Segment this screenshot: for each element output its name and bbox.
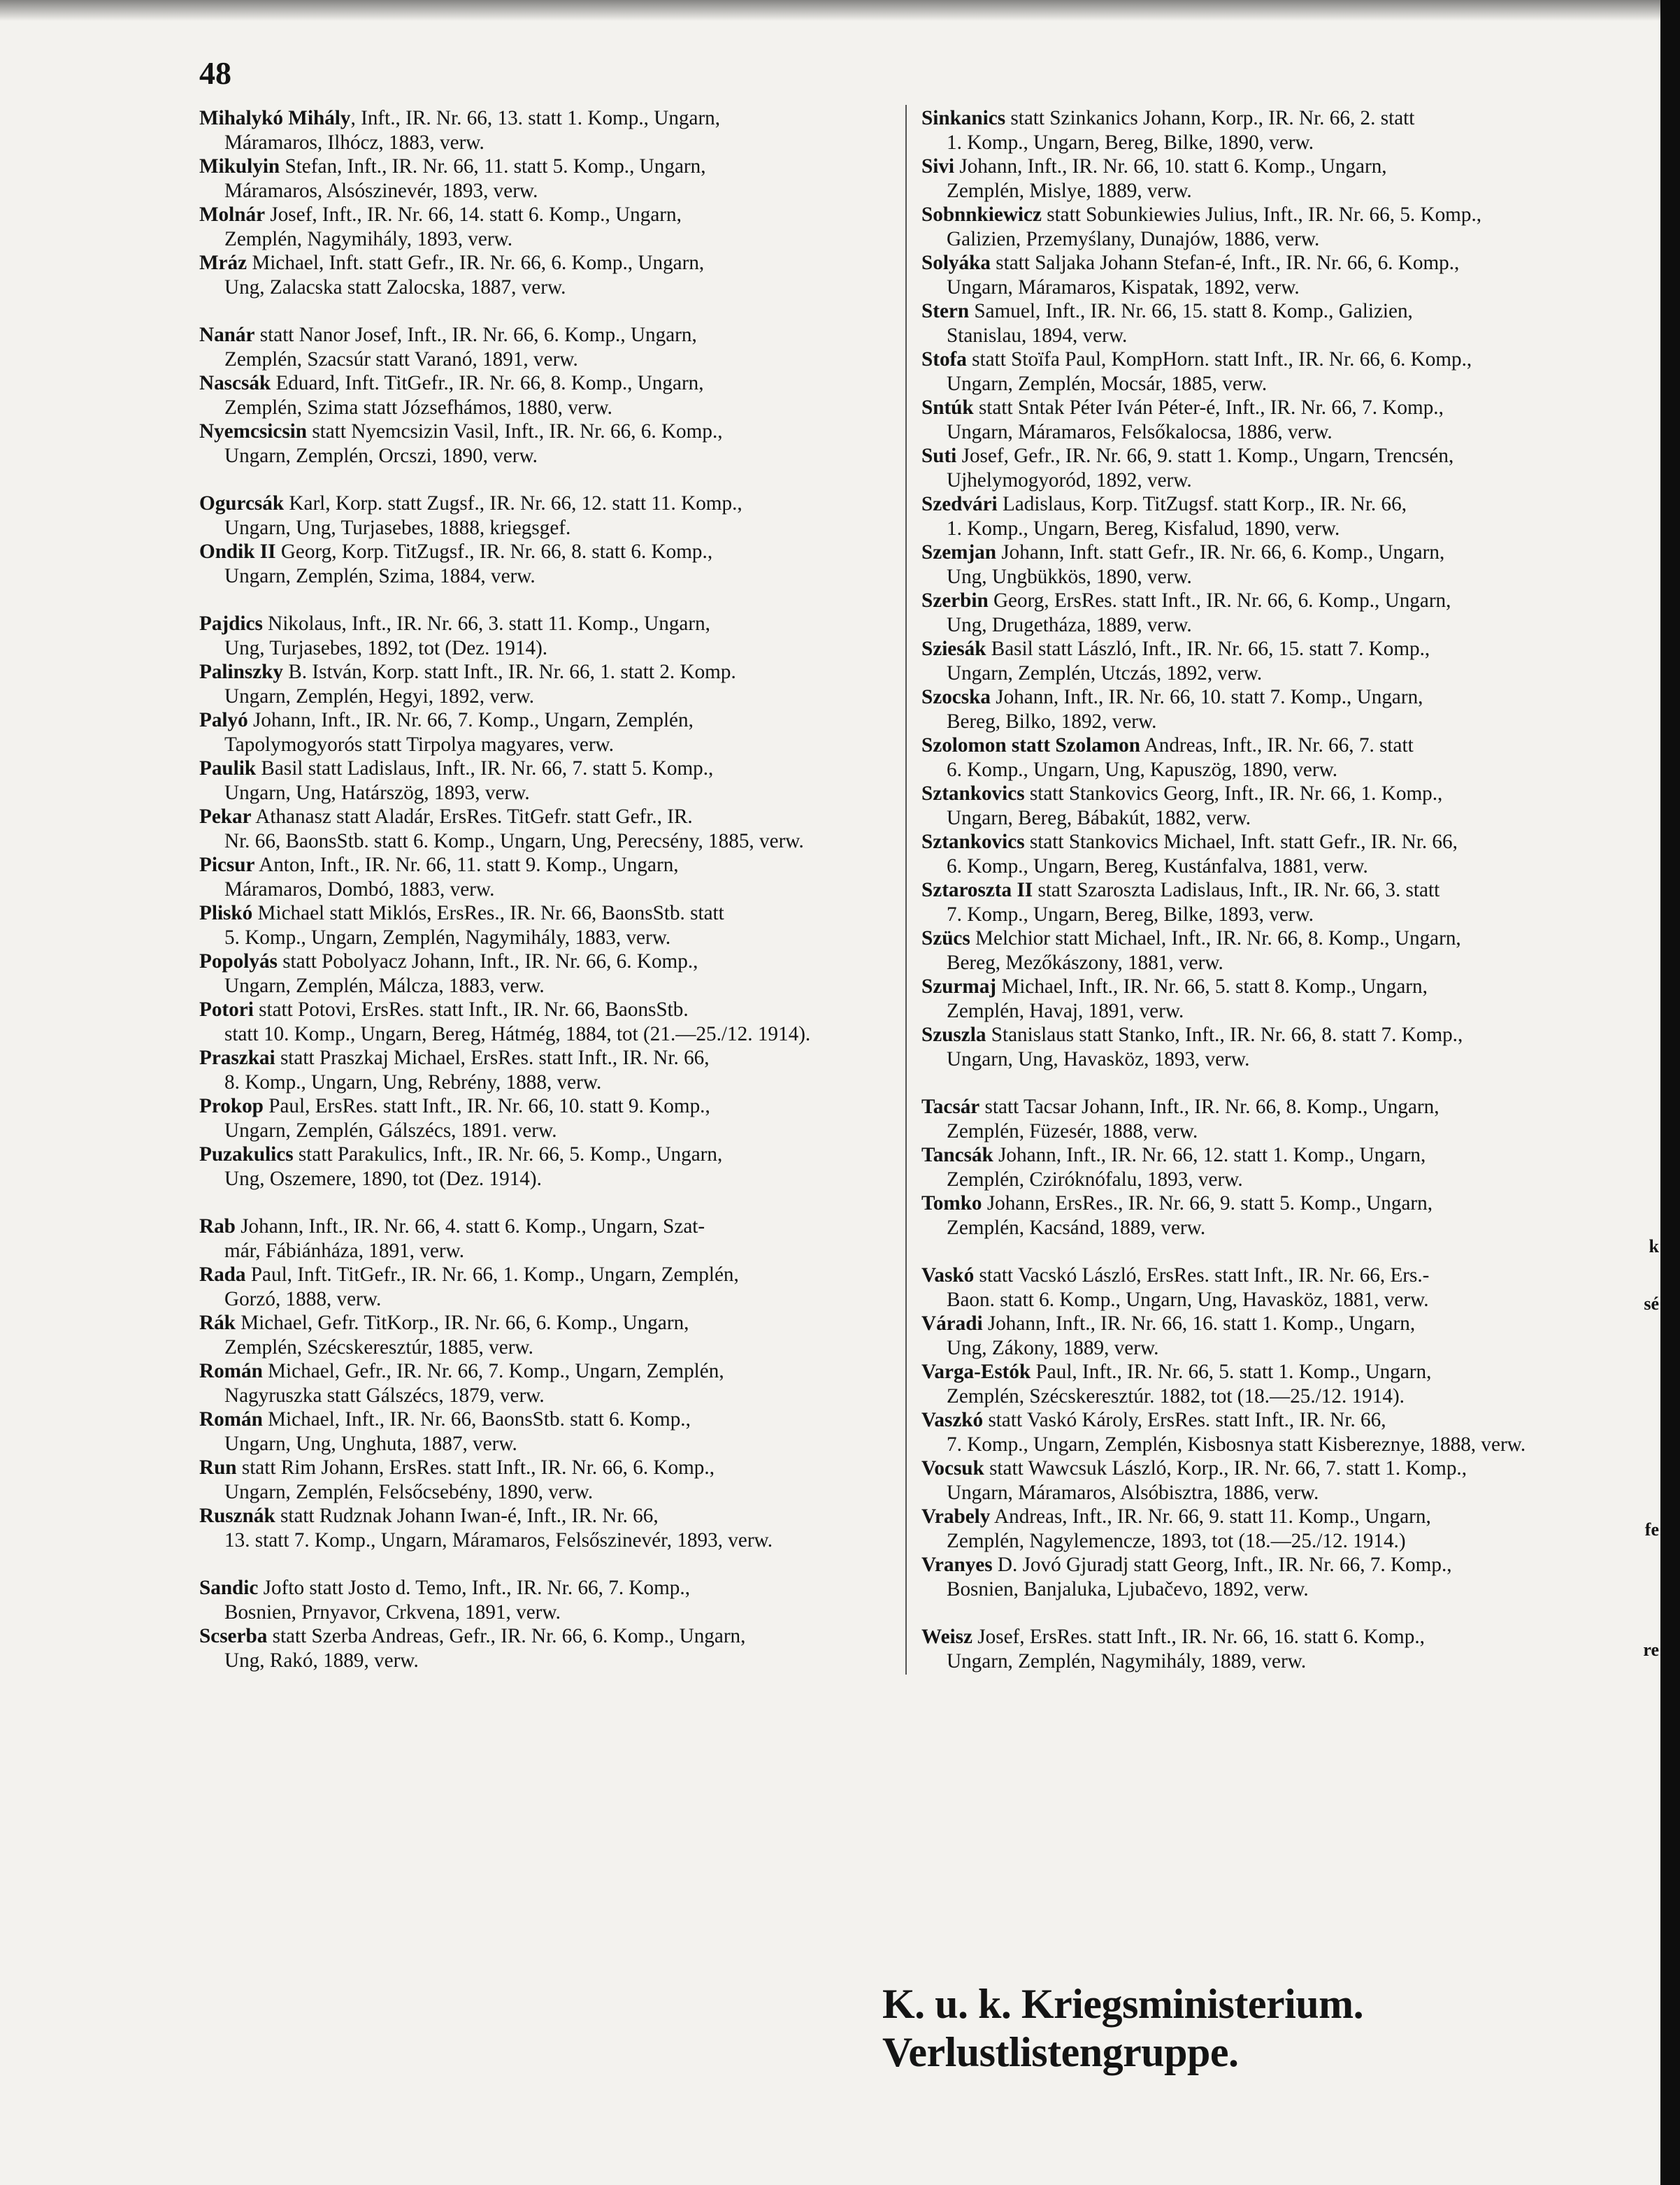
entry-details: statt Pobolyacz Johann, Inft., IR. Nr. 66, 6. Komp.,: [277, 950, 698, 973]
casualty-entry: [921, 685, 1600, 733]
scan-shadow-top: [0, 0, 1680, 21]
entry-surname: Sztankovics: [921, 782, 1025, 805]
casualty-entry: [199, 540, 877, 588]
entry-details: Johann, Inft., IR. Nr. 66, 16. statt 1. Komp., Ungarn,: [982, 1312, 1416, 1335]
casualty-entry: [199, 612, 877, 660]
entry-details: statt Nanor Josef, Inft., IR. Nr. 66, 6. Komp., Ungarn,: [254, 324, 697, 346]
entry-surname: Tancsák: [921, 1144, 993, 1166]
entry-location: Ungarn, Ung, Havasköz, 1893, verw.: [947, 1047, 1250, 1070]
entry-details: Eduard, Inft. TitGefr., IR. Nr. 66, 8. Komp., Ungarn,: [271, 372, 704, 394]
casualty-entry: [921, 396, 1600, 444]
entry-details: statt Rim Johann, ErsRes. statt Inft., IR. Nr. 66, 6. Komp.,: [236, 1456, 715, 1479]
entry-surname: Pajdics: [199, 612, 263, 635]
entry-location: Ung, Turjasebes, 1892, tot (Dez. 1914).: [224, 636, 548, 659]
entry-details: statt Wawcsuk László, Korp., IR. Nr. 66, 7. statt 1. Komp.,: [984, 1457, 1467, 1480]
casualty-entry: [199, 1142, 877, 1191]
casualty-entry: [921, 1456, 1600, 1505]
entry-location: Ung, Drugetháza, 1889, verw.: [947, 613, 1192, 636]
entry-surname: Vrabely: [921, 1505, 991, 1528]
entry-surname: Weisz: [921, 1626, 972, 1648]
entry-surname: Rák: [199, 1312, 236, 1334]
entry-surname: Rusznák: [199, 1505, 275, 1527]
entry-location: Tapolymogyorós statt Tirpolya magyares, verw.: [224, 733, 615, 756]
entry-details: statt Sntak Péter Iván Péter-é, Inft., IR. Nr. 66, 7. Komp.,: [973, 396, 1444, 419]
entry-details: Andreas, Inft., IR. Nr. 66, 7. statt: [1140, 734, 1414, 757]
entry-location: 5. Komp., Ungarn, Zemplén, Nagymihály, 1883, verw.: [224, 926, 671, 949]
entry-details: Johann, Inft., IR. Nr. 66, 10. statt 6. Komp., Ungarn,: [954, 155, 1387, 178]
entry-details: statt Parakulics, Inft., IR. Nr. 66, 5. Komp., Ungarn,: [293, 1143, 723, 1166]
casualty-entry: [199, 1046, 877, 1094]
entry-details: Stefan, Inft., IR. Nr. 66, 11. statt 5. Komp., Ungarn,: [280, 155, 706, 178]
casualty-entry: [199, 106, 877, 155]
scan-edge-right: [1660, 0, 1680, 2185]
entry-details: Athanasz statt Aladár, ErsRes. TitGefr. statt Gefr., IR.: [251, 805, 693, 828]
entry-surname: Nyemcsicsin: [199, 420, 308, 443]
entry-location: Ungarn, Ung, Határszög, 1893, verw.: [224, 781, 530, 804]
entry-details: statt Saljaka Johann Stefan-é, Inft., IR. Nr. 66, 6. Komp.,: [990, 252, 1460, 274]
entry-location: Bosnien, Banjaluka, Ljubačevo, 1892, verw.: [947, 1577, 1309, 1600]
entry-surname: Szocska: [921, 686, 991, 708]
entry-location: 1. Komp., Ungarn, Bereg, Bilke, 1890, verw.: [947, 131, 1314, 154]
entry-location: 13. statt 7. Komp., Ungarn, Máramaros, Felsőszinevér, 1893, verw.: [224, 1528, 773, 1552]
casualty-entry: [199, 371, 877, 420]
casualty-entry: [921, 155, 1600, 203]
entry-location: Zemplén, Szécskeresztúr, 1885, verw.: [224, 1335, 533, 1359]
entry-details: Anton, Inft., IR. Nr. 66, 11. statt 9. Komp., Ungarn,: [254, 854, 679, 876]
entry-surname: Sandic: [199, 1577, 259, 1599]
entry-surname: Vaszkó: [921, 1409, 984, 1431]
casualty-entry: [921, 1408, 1600, 1456]
entry-details: statt Stoïfa Paul, KompHorn. statt Inft., IR. Nr. 66, 6. Komp.,: [966, 348, 1472, 371]
casualty-entry: [199, 1576, 877, 1624]
entry-location: már, Fábiánháza, 1891, verw.: [224, 1239, 465, 1262]
entry-details: D. Jovó Gjuradj statt Georg, Inft., IR. Nr. 66, 7. Komp.,: [992, 1554, 1452, 1576]
entry-details: Paul, Inft., IR. Nr. 66, 5. statt 1. Komp., Ungarn,: [1031, 1361, 1432, 1383]
entry-details: Johann, Inft., IR. Nr. 66, 4. statt 6. Komp., Ungarn, Szat-: [235, 1215, 705, 1238]
casualty-entry: [921, 733, 1600, 782]
casualty-entry: [921, 637, 1600, 685]
entry-details: statt Sobunkiewies Julius, Inft., IR. Nr. 66, 5. Komp.,: [1041, 203, 1482, 226]
entry-surname: Sztaroszta II: [921, 879, 1033, 901]
casualty-entry: [199, 420, 877, 468]
entry-details: statt Szinkanics Johann, Korp., IR. Nr. 66, 2. statt: [1005, 107, 1415, 129]
entry-details: statt Rudznak Johann Iwan-é, Inft., IR. Nr. 66,: [275, 1505, 659, 1527]
entry-surname: Szemjan: [921, 541, 997, 564]
casualty-entry: [921, 1143, 1600, 1191]
entry-location: 7. Komp., Ungarn, Bereg, Bilke, 1893, verw.: [947, 903, 1314, 926]
entry-location: Nr. 66, BaonsStb. statt 6. Komp., Ungarn, Ung, Perecsény, 1885, verw.: [224, 829, 804, 852]
entry-location: Ungarn, Máramaros, Alsóbisztra, 1886, verw.: [947, 1481, 1319, 1504]
casualty-entry: [199, 998, 877, 1046]
entry-surname: Nascsák: [199, 372, 271, 394]
entry-details: Melchior statt Michael, Inft., IR. Nr. 66, 8. Komp., Ungarn,: [970, 927, 1461, 950]
entry-location: Ungarn, Zemplén, Gálszécs, 1891. verw.: [224, 1119, 557, 1142]
entry-details: Georg, Korp. TitZugsf., IR. Nr. 66, 8. statt 6. Komp.,: [275, 540, 713, 563]
casualty-entry: [199, 660, 877, 708]
entry-location: Baon. statt 6. Komp., Ungarn, Ung, Havasköz, 1881, verw.: [947, 1288, 1429, 1311]
entry-location: Ungarn, Zemplén, Hegyi, 1892, verw.: [224, 685, 535, 708]
entry-location: Ungarn, Zemplén, Mocsár, 1885, verw.: [947, 372, 1268, 395]
entry-location: Máramaros, Dombó, 1883, verw.: [224, 877, 495, 901]
entry-surname: Román: [199, 1360, 263, 1382]
entry-surname: Ondik II: [199, 540, 276, 563]
entry-details: Basil statt Ladislaus, Inft., IR. Nr. 66, 7. statt 5. Komp.,: [256, 757, 714, 780]
entry-surname: Vocsuk: [921, 1457, 984, 1480]
entry-details: Michael, Inft., IR. Nr. 66, BaonsStb. statt 6. Komp.,: [262, 1408, 691, 1431]
entry-surname: Szerbin: [921, 589, 989, 612]
entry-details: Karl, Korp. statt Zugsf., IR. Nr. 66, 12. statt 11. Komp.,: [284, 492, 742, 515]
casualty-entry: [199, 492, 877, 540]
entry-surname: Rab: [199, 1215, 236, 1238]
margin-mark: re: [1643, 1640, 1659, 1660]
entry-surname: Sivi: [921, 155, 955, 178]
entry-details: statt Stankovics Georg, Inft., IR. Nr. 66, 1. Komp.,: [1024, 782, 1443, 805]
right-column: [921, 106, 1600, 1673]
casualty-entry: [921, 782, 1600, 830]
entry-location: Ung, Rakó, 1889, verw.: [224, 1649, 419, 1672]
entry-surname: Vranyes: [921, 1554, 993, 1576]
publisher-footer: K. u. k. Kriegsministerium. Verlustlistengruppe.: [882, 1981, 1364, 2075]
margin-mark: fe: [1644, 1519, 1659, 1540]
casualty-entry: [921, 589, 1600, 637]
entry-details: statt Stankovics Michael, Inft. statt Gefr., IR. Nr. 66,: [1024, 831, 1458, 853]
casualty-entry: [199, 950, 877, 998]
entry-surname: Scserba: [199, 1625, 268, 1647]
entry-details: statt Tacsar Johann, Inft., IR. Nr. 66, 8. Komp., Ungarn,: [979, 1096, 1440, 1118]
entry-surname: Tacsár: [921, 1096, 980, 1118]
entry-location: Gorzó, 1888, verw.: [224, 1287, 382, 1310]
entry-location: Ung, Zalacska statt Zalocska, 1887, verw.: [224, 275, 566, 299]
entry-location: Ujhelymogyoród, 1892, verw.: [947, 468, 1192, 492]
entry-surname: Szurmaj: [921, 975, 997, 998]
entry-details: Samuel, Inft., IR. Nr. 66, 15. statt 8. Komp., Galizien,: [969, 300, 1413, 322]
entry-location: Ungarn, Ung, Turjasebes, 1888, kriegsgef.: [224, 516, 571, 539]
casualty-entry: [921, 106, 1600, 155]
entry-details: statt Szaroszta Ladislaus, Inft., IR. Nr. 66, 3. statt: [1033, 879, 1440, 901]
entry-surname: Sobnnkiewicz: [921, 203, 1042, 226]
casualty-entry: [199, 1311, 877, 1359]
entry-details: Michael, Inft. statt Gefr., IR. Nr. 66, 6. Komp., Ungarn,: [247, 252, 705, 274]
casualty-entry: [921, 1553, 1600, 1601]
entry-details: Michael, Gefr., IR. Nr. 66, 7. Komp., Ungarn, Zemplén,: [262, 1360, 724, 1382]
casualty-entry: [921, 1191, 1600, 1240]
entry-surname: Sinkanics: [921, 107, 1006, 129]
entry-details: Josef, Inft., IR. Nr. 66, 14. statt 6. Komp., Ungarn,: [265, 203, 682, 226]
casualty-entry: [921, 1360, 1600, 1408]
entry-surname: Mráz: [199, 252, 247, 274]
casualty-entry: [921, 1312, 1600, 1360]
entry-surname: Palinszky: [199, 661, 284, 683]
casualty-entry: [921, 1023, 1600, 1071]
casualty-entry: [921, 878, 1600, 926]
casualty-entry: [199, 203, 877, 251]
entry-location: 6. Komp., Ungarn, Bereg, Kustánfalva, 1881, verw.: [947, 854, 1368, 877]
entry-location: Zemplén, Havaj, 1891, verw.: [947, 999, 1184, 1022]
casualty-entry: [921, 1625, 1600, 1673]
entry-surname: Varga-Estók: [921, 1361, 1031, 1383]
entry-location: Ungarn, Zemplén, Utczás, 1892, verw.: [947, 661, 1263, 685]
entry-details: Michael, Gefr. TitKorp., IR. Nr. 66, 6. Komp., Ungarn,: [235, 1312, 689, 1334]
entry-location: Bereg, Mezőkászony, 1881, verw.: [947, 951, 1223, 974]
entry-location: Máramaros, Ilhócz, 1883, verw.: [224, 131, 484, 154]
entry-surname: Rada: [199, 1263, 246, 1286]
entry-surname: Mihalykó Mihály: [199, 107, 351, 129]
casualty-entry: [921, 203, 1600, 251]
entry-details: Andreas, Inft., IR. Nr. 66, 9. statt 11. Komp., Ungarn,: [990, 1505, 1431, 1528]
entry-details: statt Potovi, ErsRes. statt Inft., IR. Nr. 66, BaonsStb.: [253, 998, 689, 1021]
casualty-entry: [921, 348, 1600, 396]
entry-details: Basil statt László, Inft., IR. Nr. 66, 15. statt 7. Komp.,: [986, 638, 1430, 660]
entry-surname: Solyáka: [921, 252, 991, 274]
entry-surname: Potori: [199, 998, 254, 1021]
casualty-entry: [199, 901, 877, 950]
casualty-entry: [199, 805, 877, 853]
entry-details: statt Vaskó Károly, ErsRes. statt Inft., IR. Nr. 66,: [983, 1409, 1386, 1431]
entry-details: Johann, ErsRes., IR. Nr. 66, 9. statt 5. Komp., Ungarn,: [982, 1192, 1433, 1215]
entry-location: Ungarn, Zemplén, Felsőcsebény, 1890, verw.: [224, 1480, 594, 1503]
entry-location: Ungarn, Máramaros, Felsőkalocsa, 1886, verw.: [947, 420, 1333, 443]
entry-location: 6. Komp., Ungarn, Ung, Kapuszög, 1890, verw.: [947, 758, 1338, 781]
entry-location: Zemplén, Nagymihály, 1893, verw.: [224, 227, 513, 250]
left-column: [199, 106, 877, 1672]
casualty-entry: [199, 757, 877, 805]
casualty-entry: [921, 444, 1600, 492]
entry-surname: Váradi: [921, 1312, 983, 1335]
entry-location: Máramaros, Alsószinevér, 1893, verw.: [224, 179, 538, 202]
entry-location: Ungarn, Ung, Unghuta, 1887, verw.: [224, 1432, 517, 1455]
entry-surname: Szücs: [921, 927, 970, 950]
casualty-entry: [199, 251, 877, 299]
entry-details: Johann, Inft., IR. Nr. 66, 12. statt 1. Komp., Ungarn,: [993, 1144, 1426, 1166]
entry-location: Ung, Oszemere, 1890, tot (Dez. 1914).: [224, 1167, 542, 1190]
entry-location: Bosnien, Prnyavor, Crkvena, 1891, verw.: [224, 1600, 561, 1624]
casualty-entry: [921, 975, 1600, 1023]
entry-details: statt Nyemcsizin Vasil, Inft., IR. Nr. 66, 6. Komp.,: [307, 420, 723, 443]
entry-location: Zemplén, Füzesér, 1888, verw.: [947, 1119, 1198, 1142]
casualty-entry: [921, 1505, 1600, 1553]
casualty-entry: [199, 1215, 877, 1263]
entry-surname: Tomko: [921, 1192, 982, 1215]
entry-location: 1. Komp., Ungarn, Bereg, Kisfalud, 1890, verw.: [947, 517, 1340, 540]
entry-location: Ungarn, Zemplén, Orcszi, 1890, verw.: [224, 444, 538, 467]
entry-details: , Inft., IR. Nr. 66, 13. statt 1. Komp., Ungarn,: [350, 107, 721, 129]
entry-surname: Popolyás: [199, 950, 278, 973]
entry-location: Stanislau, 1894, verw.: [947, 324, 1128, 347]
casualty-entry: [199, 1504, 877, 1552]
entry-surname: Nanár: [199, 324, 255, 346]
entry-surname: Praszkai: [199, 1047, 275, 1069]
entry-surname: Stofa: [921, 348, 967, 371]
entry-location: Bereg, Bilko, 1892, verw.: [947, 710, 1157, 733]
casualty-entry: [199, 1407, 877, 1456]
casualty-entry: [921, 492, 1600, 540]
entry-details: Stanislaus statt Stanko, Inft., IR. Nr. 66, 8. statt 7. Komp.,: [986, 1024, 1463, 1046]
entry-location: Ung, Ungbükkös, 1890, verw.: [947, 565, 1192, 588]
casualty-entry: [199, 1624, 877, 1672]
entry-details: Paul, Inft. TitGefr., IR. Nr. 66, 1. Komp., Ungarn, Zemplén,: [245, 1263, 739, 1286]
casualty-entry: [921, 1263, 1600, 1312]
entry-location: 8. Komp., Ungarn, Ung, Rebrény, 1888, verw.: [224, 1070, 602, 1094]
column-divider: [905, 105, 907, 1675]
entry-location: Ungarn, Máramaros, Kispatak, 1892, verw.: [947, 275, 1300, 299]
entry-surname: Prokop: [199, 1095, 264, 1117]
entry-location: Zemplén, Mislye, 1889, verw.: [947, 179, 1192, 202]
entry-details: statt Vacskó László, ErsRes. statt Inft., IR. Nr. 66, Ers.-: [974, 1264, 1430, 1287]
casualty-entry: [199, 1456, 877, 1504]
entry-surname: Ogurcsák: [199, 492, 285, 515]
entry-surname: Run: [199, 1456, 237, 1479]
entry-details: Paul, ErsRes. statt Inft., IR. Nr. 66, 10. statt 9. Komp.,: [263, 1095, 710, 1117]
entry-surname: Picsur: [199, 854, 255, 876]
entry-surname: Szolomon statt Szolamon: [921, 734, 1140, 757]
entry-location: Zemplén, Kacsánd, 1889, verw.: [947, 1216, 1206, 1239]
entry-surname: Sziesák: [921, 638, 986, 660]
entry-location: Ungarn, Zemplén, Nagymihály, 1889, verw.: [947, 1649, 1307, 1672]
entry-details: Johann, Inft., IR. Nr. 66, 10. statt 7. Komp., Ungarn,: [990, 686, 1423, 708]
casualty-entry: [199, 155, 877, 203]
entry-details: Jofto statt Josto d. Temo, Inft., IR. Nr. 66, 7. Komp.,: [258, 1577, 690, 1599]
page-number: 48: [199, 55, 231, 91]
entry-location: Ungarn, Bereg, Bábakút, 1882, verw.: [947, 806, 1251, 829]
entry-location: Galizien, Przemyślany, Dunajów, 1886, verw.: [947, 227, 1320, 250]
entry-details: Josef, ErsRes. statt Inft., IR. Nr. 66, 16. statt 6. Komp.,: [972, 1626, 1425, 1648]
casualty-entry: [199, 1094, 877, 1142]
entry-details: Michael, Inft., IR. Nr. 66, 5. statt 8. Komp., Ungarn,: [996, 975, 1428, 998]
entry-location: Ung, Zákony, 1889, verw.: [947, 1336, 1159, 1359]
entry-location: Ungarn, Zemplén, Szima, 1884, verw.: [224, 564, 536, 587]
entry-location: Ungarn, Zemplén, Málcza, 1883, verw.: [224, 974, 545, 997]
entry-details: Nikolaus, Inft., IR. Nr. 66, 3. statt 11. Komp., Ungarn,: [262, 612, 710, 635]
entry-surname: Sntúk: [921, 396, 974, 419]
entry-surname: Mikulyin: [199, 155, 280, 178]
entry-details: B. István, Korp. statt Inft., IR. Nr. 66, 1. statt 2. Komp.: [283, 661, 736, 683]
entry-surname: Suti: [921, 445, 957, 467]
casualty-entry: [921, 1095, 1600, 1143]
entry-surname: Paulik: [199, 757, 257, 780]
entry-details: statt Szerba Andreas, Gefr., IR. Nr. 66, 6. Komp., Ungarn,: [267, 1625, 746, 1647]
entry-surname: Szedvári: [921, 493, 998, 515]
entry-location: Zemplén, Nagylemencze, 1893, tot (18.—25./12. 1914.): [947, 1529, 1406, 1552]
casualty-entry: [921, 926, 1600, 975]
entry-location: Zemplén, Cziróknófalu, 1893, verw.: [947, 1168, 1243, 1191]
casualty-entry: [199, 853, 877, 901]
casualty-entry: [199, 1359, 877, 1407]
entry-surname: Pliskó: [199, 902, 253, 924]
entry-location: Zemplén, Szacsúr statt Varanó, 1891, verw.: [224, 348, 578, 371]
casualty-entry: [921, 251, 1600, 299]
entry-surname: Pekar: [199, 805, 252, 828]
entry-surname: Román: [199, 1408, 263, 1431]
casualty-entry: [199, 1263, 877, 1311]
entry-details: Ladislaus, Korp. TitZugsf. statt Korp., IR. Nr. 66,: [997, 493, 1407, 515]
entry-details: Johann, Inft. statt Gefr., IR. Nr. 66, 6. Komp., Ungarn,: [996, 541, 1445, 564]
entry-details: Georg, ErsRes. statt Inft., IR. Nr. 66, 6. Komp., Ungarn,: [988, 589, 1451, 612]
entry-surname: Sztankovics: [921, 831, 1025, 853]
casualty-entry: [921, 540, 1600, 589]
entry-details: statt Praszkaj Michael, ErsRes. statt Inft., IR. Nr. 66,: [275, 1047, 710, 1069]
entry-location: Zemplén, Szima statt Józsefhámos, 1880, verw.: [224, 396, 612, 419]
casualty-entry: [199, 323, 877, 371]
entry-details: Johann, Inft., IR. Nr. 66, 7. Komp., Ungarn, Zemplén,: [247, 709, 694, 731]
margin-mark: sé: [1644, 1294, 1659, 1314]
entry-location: 7. Komp., Ungarn, Zemplén, Kisbosnya statt Kisbereznye, 1888, verw.: [947, 1433, 1526, 1456]
entry-location: statt 10. Komp., Ungarn, Bereg, Hátmég, 1884, tot (21.—25./12. 1914).: [224, 1022, 811, 1045]
casualty-entry: [199, 708, 877, 757]
entry-surname: Vaskó: [921, 1264, 975, 1287]
entry-surname: Palyó: [199, 709, 248, 731]
entry-surname: Molnár: [199, 203, 266, 226]
casualty-entry: [921, 299, 1600, 348]
casualty-entry: [921, 830, 1600, 878]
entry-details: Josef, Gefr., IR. Nr. 66, 9. statt 1. Komp., Ungarn, Trencsén,: [956, 445, 1454, 467]
entry-location: Zemplén, Szécskeresztúr. 1882, tot (18.—25./12. 1914).: [947, 1384, 1405, 1407]
entry-location: Nagyruszka statt Gálszécs, 1879, verw.: [224, 1384, 545, 1407]
margin-mark: k: [1649, 1236, 1659, 1256]
entry-details: Michael statt Miklós, ErsRes., IR. Nr. 66, BaonsStb. statt: [252, 902, 724, 924]
entry-surname: Szuszla: [921, 1024, 986, 1046]
entry-surname: Stern: [921, 300, 970, 322]
entry-surname: Puzakulics: [199, 1143, 294, 1166]
